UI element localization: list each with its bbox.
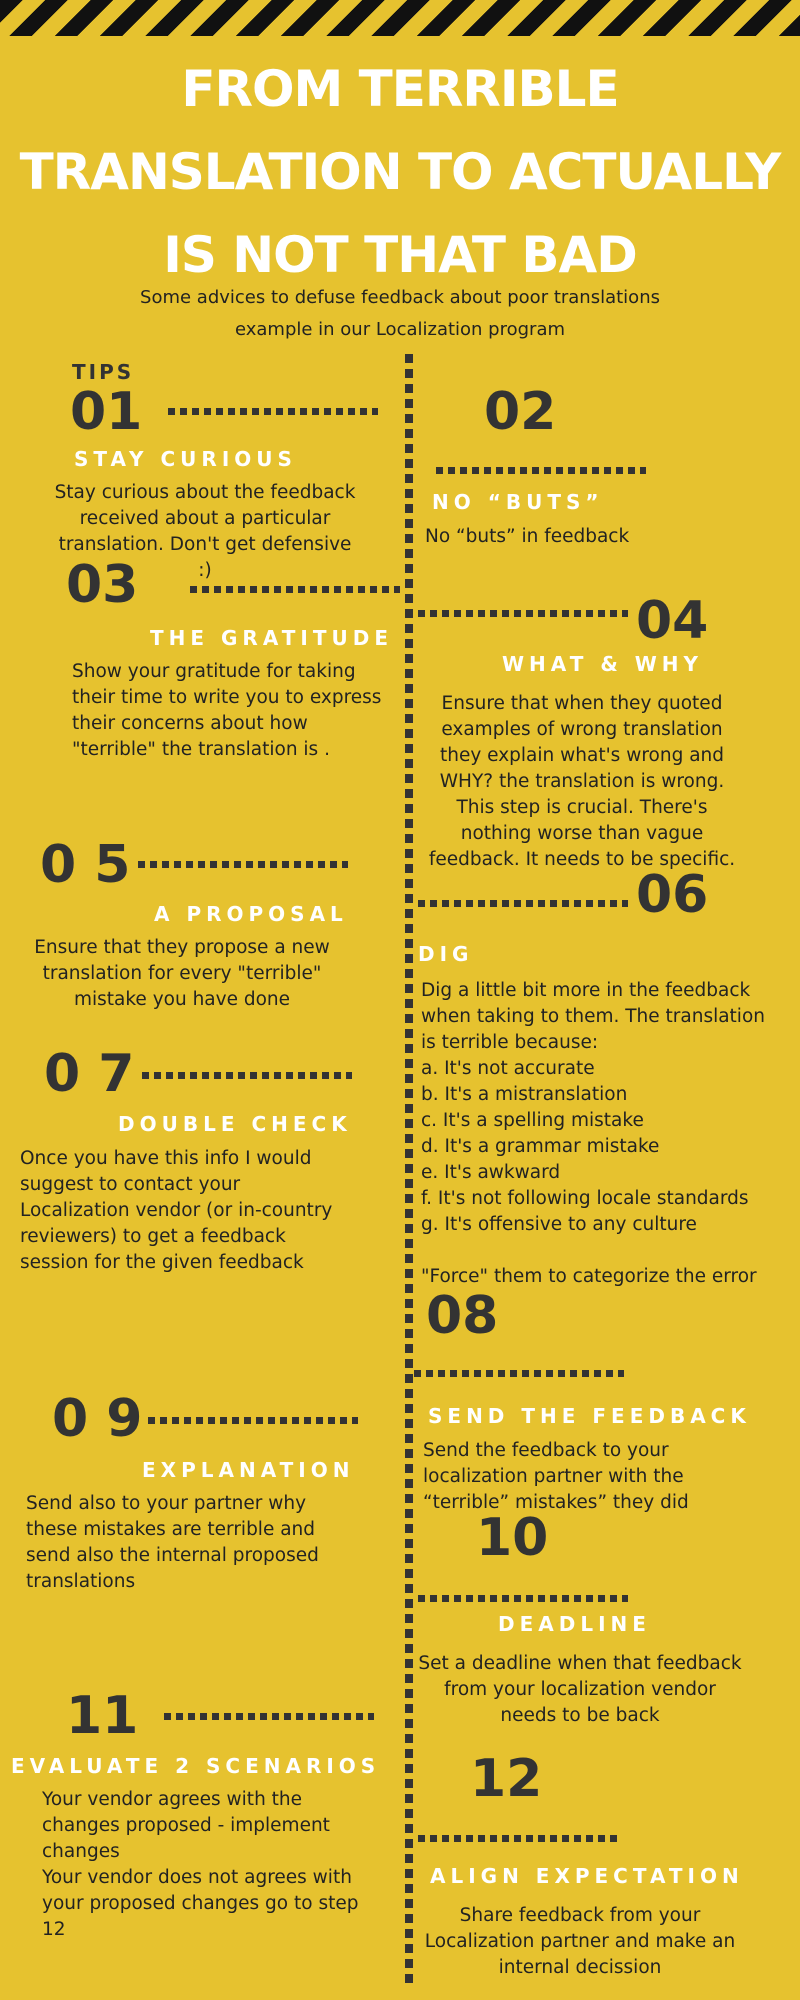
tip-11-text: Your vendor agrees with the changes proposed - implement changes Your vendor does not agrees with your proposed changes go to step 12 xyxy=(42,1789,359,1940)
tip-01-number: 01 xyxy=(70,382,143,442)
tip-09-text: Send also to your partner why these mistakes are terrible and send also the internal proposed translations xyxy=(26,1493,319,1592)
subtitle xyxy=(100,282,700,346)
dotted-connector xyxy=(414,1370,624,1377)
tip-11-number: 11 xyxy=(66,1686,139,1746)
tips-label: TIPS xyxy=(72,360,135,384)
tip-02-text: No “buts” in feedback xyxy=(425,526,630,547)
tip-10-heading: DEADLINE xyxy=(498,1612,651,1636)
dotted-connector xyxy=(418,1835,618,1842)
tip-09-number: 0 9 xyxy=(52,1389,143,1449)
tip-05-number: 0 5 xyxy=(40,835,131,895)
tip-06-number: 06 xyxy=(636,865,709,925)
tip-03-text: Show your gratitude for taking their time to write you to express their concerns about how "terrible" the translation is . xyxy=(72,661,382,760)
tip-08-number: 08 xyxy=(426,1286,499,1346)
tip-03-number: 03 xyxy=(66,555,139,615)
tip-08-heading: SEND THE FEEDBACK xyxy=(428,1404,751,1428)
dotted-connector xyxy=(418,1595,628,1602)
dotted-connector xyxy=(436,467,646,474)
title-line-3: IS NOT THAT BAD xyxy=(163,226,637,284)
title-line-1: FROM TERRIBLE xyxy=(181,60,619,118)
tip-04-heading: WHAT & WHY xyxy=(502,652,704,676)
dotted-connector xyxy=(418,610,628,617)
tip-10-number: 10 xyxy=(476,1508,549,1568)
tip-07-number: 0 7 xyxy=(44,1044,135,1104)
tip-02-number: 02 xyxy=(484,382,557,442)
tip-04-number: 04 xyxy=(636,591,709,651)
tip-06-text: Dig a little bit more in the feedback when taking to them. The translation is terrible because: a. It's not accurate b. It's a mistranslation c. It's a spelling mistake d. It's a grammar mistake e. It's awkward f. It's not following locale standards g. It's offensive to any culture "Force" them to categorize the error xyxy=(421,980,765,1287)
tip-03-heading: THE GRATITUDE xyxy=(150,626,393,650)
page-title xyxy=(0,48,800,297)
dotted-connector xyxy=(142,1072,352,1079)
tip-01-text: Stay curious about the feedback received about a particular translation. Don't get defensive :) xyxy=(54,482,356,581)
subtitle-line-2: example in our Localization program xyxy=(234,319,566,340)
title-line-2: TRANSLATION TO ACTUALLY xyxy=(19,143,781,201)
dotted-connector xyxy=(168,408,378,415)
center-dotted-divider xyxy=(405,354,413,1984)
subtitle-line-1: Some advices to defuse feedback about poor translations xyxy=(140,287,660,308)
dotted-connector xyxy=(190,586,400,593)
tip-01-heading: STAY CURIOUS xyxy=(74,447,297,471)
tip-04-text: Ensure that when they quoted examples of wrong translation they explain what's wrong and WHY? the translation is wrong. This step is crucial. There's nothing worse than vague feedback. It needs to be specific. xyxy=(428,693,736,870)
dotted-connector xyxy=(138,861,348,868)
tip-10-text: Set a deadline when that feedback from your localization vendor needs to be back xyxy=(418,1653,742,1726)
tip-05-text: Ensure that they propose a new translation for every "terrible" mistake you have done xyxy=(34,937,330,1010)
tip-05-heading: A PROPOSAL xyxy=(154,902,348,926)
dotted-connector xyxy=(418,900,628,907)
dotted-connector xyxy=(164,1713,374,1720)
tip-11-heading: EVALUATE 2 SCENARIOS xyxy=(11,1754,381,1778)
tip-07-text: Once you have this info I would suggest to contact your Localization vendor (or in-country reviewers) to get a feedback session for the given feedback xyxy=(20,1148,333,1273)
tip-07-heading: DOUBLE CHECK xyxy=(118,1112,352,1136)
tip-12-number: 12 xyxy=(470,1749,543,1809)
tip-08-text: Send the feedback to your localization partner with the “terrible” mistakes” they did xyxy=(423,1440,689,1513)
dotted-connector xyxy=(148,1417,358,1424)
hazard-stripe-banner xyxy=(0,0,800,36)
tip-02-heading: NO “BUTS” xyxy=(432,490,604,514)
tip-12-heading: ALIGN EXPECTATION xyxy=(430,1864,744,1888)
tip-09-heading: EXPLANATION xyxy=(142,1458,355,1482)
tip-12-text: Share feedback from your Localization partner and make an internal decission xyxy=(424,1905,736,1978)
tip-06-heading: DIG xyxy=(418,942,474,966)
